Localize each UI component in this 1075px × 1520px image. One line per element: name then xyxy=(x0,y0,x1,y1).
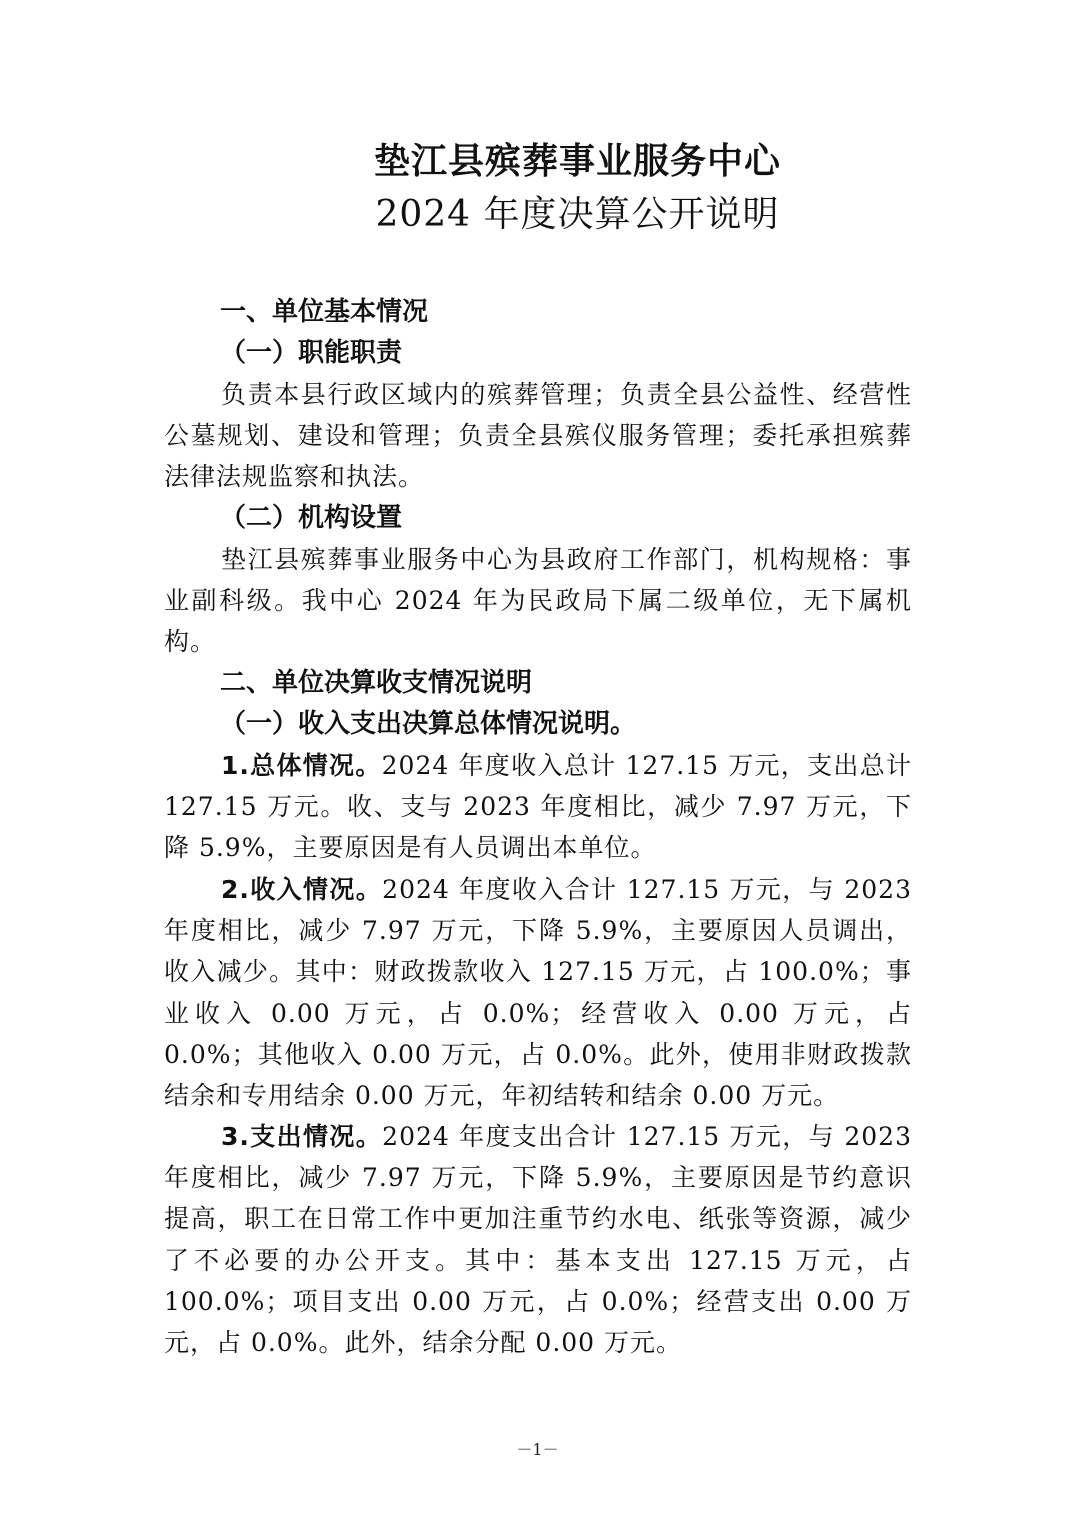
section2-item3-paragraph xyxy=(164,1116,912,1363)
section2-heading: 二、单位决算收支情况说明 xyxy=(220,668,533,698)
section2-item1-text: 2024 年度收入总计 127.15 万元，支出总计 127.15 万元。收、支与 2023 年度相比，减少 7.97 万元，下降 5.9%，主要原因是有人员调出本单位。 xyxy=(164,751,912,863)
section1-sub2-paragraph: 垫江县殡葬事业服务中心为县政府工作部门，机构规格：事业副科级。我中心 2024 年为民政局下属二级单位，无下属机构。 xyxy=(164,545,912,657)
section2-item3-text: 2024 年度支出合计 127.15 万元，与 2023 年度相比，减少 7.97 万元，下降 5.9%，主要原因是节约意识提高，职工在日常工作中更加注重节约水电、纸张等资源，减少了不必要的办公开支。其中：基本支出 127.15 万元，占 100.0%；项目支出 0.00 万元，占 0.0%；经营支出 0.00 万元，占 0.0%。此外，结余分配 0.00 万元。 xyxy=(164,1122,912,1358)
document-title-line1: 垫江县殡葬事业服务中心 xyxy=(373,140,781,182)
section1-sub1-paragraph: 负责本县行政区域内的殡葬管理；负责全县公益性、经营性公墓规划、建设和管理；负责全县殡仪服务管理；委托承担殡葬法律法规监察和执法。 xyxy=(164,380,912,492)
document-title-line2: 2024 年度决算公开说明 xyxy=(375,194,780,235)
section2-item1-lead: 1.总体情况。 xyxy=(221,751,382,780)
section2-item2-lead: 2.收入情况。 xyxy=(221,875,383,904)
section1-heading: 一、单位基本情况 xyxy=(220,297,429,327)
section2-item1-paragraph xyxy=(164,745,912,869)
section2-sub1-heading: （一）收入支出决算总体情况说明。 xyxy=(220,709,637,739)
section2-item3-lead: 3.支出情况。 xyxy=(221,1122,383,1151)
page-number: －1－ xyxy=(516,1440,559,1459)
section1-sub1-heading: （一）职能职责 xyxy=(220,338,403,368)
section2-item2-paragraph xyxy=(164,869,912,1116)
section2-item2-text: 2024 年度收入合计 127.15 万元，与 2023 年度相比，减少 7.97 万元，下降 5.9%，主要原因人员调出，收入减少。其中：财政拨款收入 127.15 万元，占 100.0%；事业收入 0.00 万元，占 0.0%；经营收入 0.00 万元，占 0.0%；其他收入 0.00 万元，占 0.0%。此外，使用非财政拨款结余和专用结余 0.00 万元，年初结转和结余 0.00 万元。 xyxy=(164,875,912,1111)
section1-sub2-heading: （二）机构设置 xyxy=(220,503,403,533)
